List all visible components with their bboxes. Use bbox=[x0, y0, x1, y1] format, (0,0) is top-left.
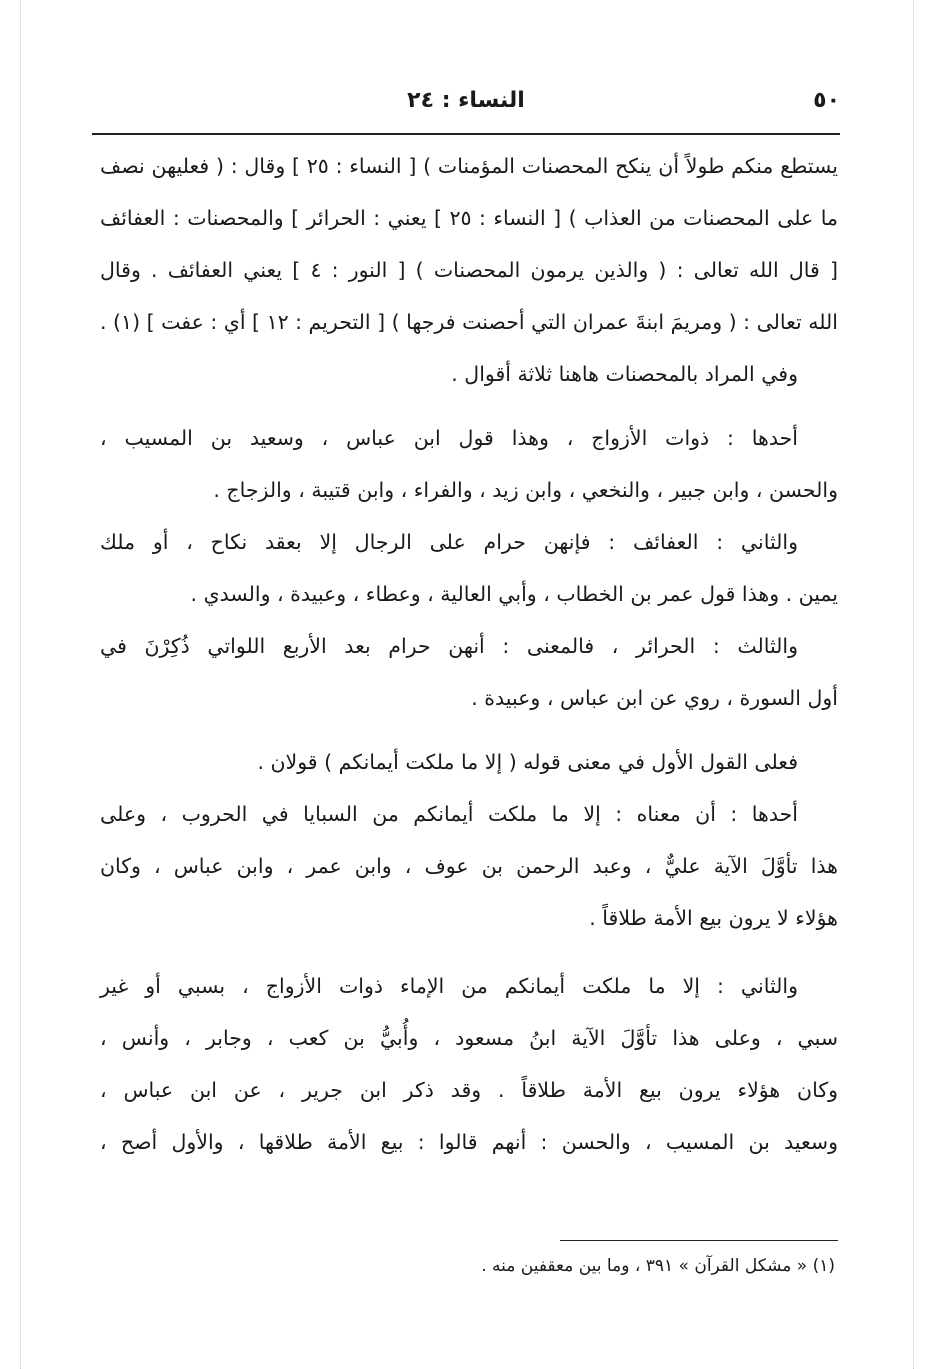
page-header bbox=[92, 88, 840, 124]
text-line: يستطع منكم طولاً أن ينكح المحصنات المؤمنات ) [ النساء : ٢٥ ] وقال : ( فعليهن نصف bbox=[100, 154, 838, 178]
text-line: يمين . وهذا قول عمر بن الخطاب ، وأبي العالية ، وعطاء ، وعبيدة ، والسدي . bbox=[190, 582, 838, 606]
footnote-rule bbox=[560, 1240, 838, 1241]
footnote: (١) « مشكل القرآن » ٣٩١ ، وما بين معقفين منه . bbox=[481, 1256, 835, 1276]
text-line: [ قال الله تعالى : ( والذين يرمون المحصنات ) [ النور : ٤ ] يعني العفائف . وقال bbox=[100, 258, 838, 282]
text-line: أحدها : ذوات الأزواج ، وهذا قول ابن عباس ، وسعيد بن المسيب ، bbox=[100, 426, 798, 450]
scan-margin-line-right bbox=[913, 0, 914, 1369]
text-line: أحدها : أن معناه : إلا ما ملكت أيمانكم من السبايا في الحروب ، وعلى bbox=[100, 802, 798, 826]
text-line: ما على المحصنات من العذاب ) [ النساء : ٢٥ ] يعني : الحرائر ] والمحصنات : العفائف bbox=[100, 206, 838, 230]
text-line: والثالث : الحرائر ، فالمعنى : أنهن حرام بعد الأربع اللواتي ذُكِرْنَ في bbox=[100, 634, 798, 658]
text-line: والثاني : إلا ما ملكت أيمانكم من الإماء ذوات الأزواج ، بسبي أو غير bbox=[100, 974, 798, 998]
text-line: فعلى القول الأول في معنى قوله ( إلا ما ملكت أيمانكم ) قولان . bbox=[257, 750, 798, 774]
text-line: هؤلاء لا يرون بيع الأمة طلاقاً . bbox=[589, 906, 838, 930]
body-text bbox=[100, 140, 838, 1168]
text-line: أول السورة ، روي عن ابن عباس ، وعبيدة . bbox=[471, 686, 838, 710]
header-rule bbox=[92, 133, 840, 135]
text-line: سبي ، وعلى هذا تأوَّلَ الآية ابنُ مسعود ، وأُبيُّ بن كعب ، وجابر ، وأنس ، bbox=[100, 1026, 838, 1050]
text-line: والحسن ، وابن جبير ، والنخعي ، وابن زيد ، والفراء ، وابن قتيبة ، والزجاج . bbox=[213, 478, 838, 502]
running-head: النساء : ٢٤ bbox=[407, 88, 525, 113]
text-line: وكان هؤلاء يرون بيع الأمة طلاقاً . وقد ذكر ابن جرير ، عن ابن عباس ، bbox=[100, 1078, 838, 1102]
scan-margin-line-left bbox=[20, 0, 21, 1369]
text-line: هذا تأوَّلَ الآية عليٌّ ، وعبد الرحمن بن عوف ، وابن عمر ، وابن عباس ، وكان bbox=[100, 854, 838, 878]
text-line: والثاني : العفائف : فإنهن حرام على الرجال إلا بعقد نكاح ، أو ملك bbox=[100, 530, 798, 554]
text-line: وفي المراد بالمحصنات هاهنا ثلاثة أقوال . bbox=[451, 362, 798, 386]
text-line: وسعيد بن المسيب ، والحسن : أنهم قالوا : بيع الأمة طلاقها ، والأول أصح ، bbox=[100, 1130, 838, 1154]
page-number: ٥٠ bbox=[813, 88, 840, 113]
text-line: الله تعالى : ( ومريمَ ابنةَ عمران التي أحصنت فرجها ) [ التحريم : ١٢ ] أي : عفت ] (١) . bbox=[100, 310, 839, 334]
